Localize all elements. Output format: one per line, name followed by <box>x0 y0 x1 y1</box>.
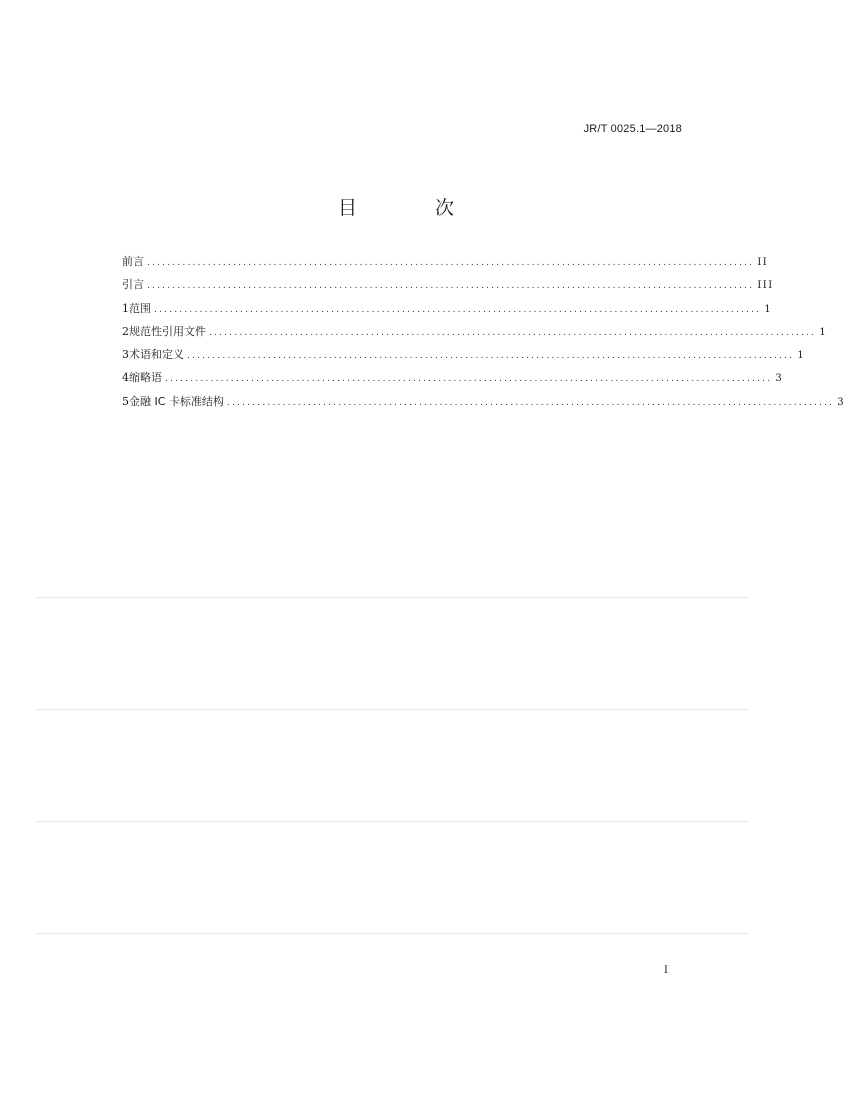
toc-entry-page: 3 <box>837 396 845 408</box>
toc-entry-page: 1 <box>764 303 773 315</box>
toc-entry-label: 金融 IC 卡标准结构 <box>129 394 224 408</box>
toc-entry-page: II <box>757 257 769 268</box>
dotted-separator <box>37 933 749 934</box>
toc-entry-page: III <box>757 280 774 292</box>
toc-entry-page: 1 <box>797 350 806 362</box>
toc-entry-label: 前言 <box>122 255 144 268</box>
toc-entry-number: 4 <box>122 371 129 385</box>
toc-entry[interactable] <box>122 297 773 320</box>
toc-entry-label: 引言 <box>122 278 144 292</box>
toc-entry[interactable] <box>122 320 828 343</box>
page-title: 目 次 <box>337 197 491 219</box>
toc-leader-dots: ........................................................................................................................ <box>226 397 835 408</box>
toc-leader-dots: ........................................................................................................................ <box>187 351 795 362</box>
toc-entry-number: 5 <box>122 394 129 408</box>
toc-leader-dots: ........................................................................................................................ <box>165 374 773 385</box>
toc-leader-dots: ........................................................................................................................ <box>147 281 755 292</box>
document-id: JR/T 0025.1—2018 <box>583 123 682 135</box>
dotted-separator <box>37 597 749 598</box>
toc-entry-label: 范围 <box>129 301 151 315</box>
toc-entry[interactable] <box>122 343 806 366</box>
toc-leader-dots: ........................................................................................................................ <box>147 258 755 268</box>
toc-entry[interactable] <box>122 273 774 296</box>
table-of-contents <box>122 250 845 413</box>
toc-entry-number: 1 <box>122 301 129 315</box>
toc-entry-label: 术语和定义 <box>129 348 184 362</box>
dotted-separator <box>37 821 749 822</box>
toc-entry-page: 3 <box>775 373 784 385</box>
dotted-separator <box>37 709 749 710</box>
page-number: I <box>664 965 668 976</box>
toc-entry[interactable] <box>122 366 784 389</box>
toc-entry-page: 1 <box>819 326 828 338</box>
toc-entry-number: 3 <box>122 348 129 362</box>
toc-leader-dots: ........................................................................................................................ <box>209 327 817 338</box>
toc-entry[interactable] <box>122 250 769 273</box>
toc-leader-dots: ........................................................................................................................ <box>154 304 762 315</box>
toc-entry[interactable] <box>122 390 845 413</box>
toc-entry-label: 缩略语 <box>129 371 162 385</box>
toc-entry-label: 规范性引用文件 <box>129 324 206 338</box>
toc-entry-number: 2 <box>122 324 129 338</box>
